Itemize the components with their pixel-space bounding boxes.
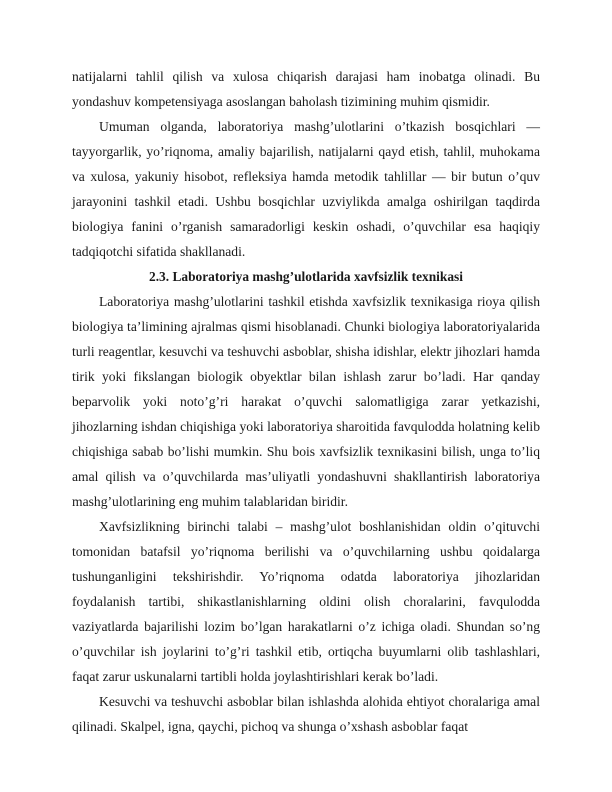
paragraph-continuation: natijalarni tahlil qilish va xulosa chiqarish darajasi ham inobatga olinadi. Bu yondashuv kompetensiyaga asoslangan baholash tizimining muhim qismidir.	[72, 69, 540, 109]
document-page	[72, 64, 540, 739]
paragraph-summary: Umuman olganda, laboratoriya mashg’ulotlarini o’tkazish bosqichlari — tayyorgarlik, yo’riqnoma, amaliy bajarilish, natijalarni qayd etish, tahlil, muhokama va xulosa, yakuniy hisobot, refleksiya hamda metodik tahlillar — bir butun o’quv jarayonini tashkil etadi. Ushbu bosqichlar uzviylikda amalga oshirilgan taqdirda biologiya fanini o’rganish samaradorligi keskin oshadi, o’quvchilar esa haqiqiy tadqiqotchi sifatida shakllanadi.	[72, 119, 540, 259]
section-heading: 2.3. Laboratoriya mashg’ulotlarida xavfsizlik texnikasi	[149, 269, 463, 284]
paragraph-safety-first-requirement: Xavfsizlikning birinchi talabi – mashg’ulot boshlanishidan oldin o’qituvchi tomonidan batafsil yo’riqnoma berilishi va o’quvchilarning ushbu qoidalarga tushunganligini tekshirishdir. Yo’riqnoma odatda laboratoriya jihozlaridan foydalanish tartibi, shikastlanishlarning oldini olish choralarini, favqulodda vaziyatlarda bajarilishi lozim bo’lgan harakatlarni o’z ichiga oladi. Shundan so’ng o’quvchilar ish joylarini to’g’ri tashkil etib, ortiqcha buyumlarni olib tashlashlari, faqat zarur uskunalarni tartibli holda joylashtirishlari kerak bo’ladi.	[72, 519, 540, 684]
paragraph-cutting-tools: Kesuvchi va teshuvchi asboblar bilan ishlashda alohida ehtiyot choralariga amal qilinadi. Skalpel, igna, qaychi, pichoq va shunga o’xshash asboblar faqat	[72, 694, 540, 734]
paragraph-safety-intro: Laboratoriya mashg’ulotlarini tashkil etishda xavfsizlik texnikasiga rioya qilish biologiya ta’limining ajralmas qismi hisoblanadi. Chunki biologiya laboratoriyalarida turli reagentlar, kesuvchi va teshuvchi asboblar, shisha idishlar, elektr jihozlari hamda tirik yoki fikslangan biologik obyektlar bilan ishlash zarur bo’ladi. Har qanday beparvolik yoki noto’g’ri harakat o’quvchi salomatligiga zarar yetkazishi, jihozlarning ishdan chiqishiga yoki laboratoriya sharoitida favqulodda holatning kelib chiqishiga sabab bo’lishi mumkin. Shu bois xavfsizlik texnikasini bilish, unga to’liq amal qilish va o’quvchilarda mas’uliyatli yondashuvni shakllantirish laboratoriya mashg’ulotlarining eng muhim talablaridan biridir.	[72, 294, 540, 509]
